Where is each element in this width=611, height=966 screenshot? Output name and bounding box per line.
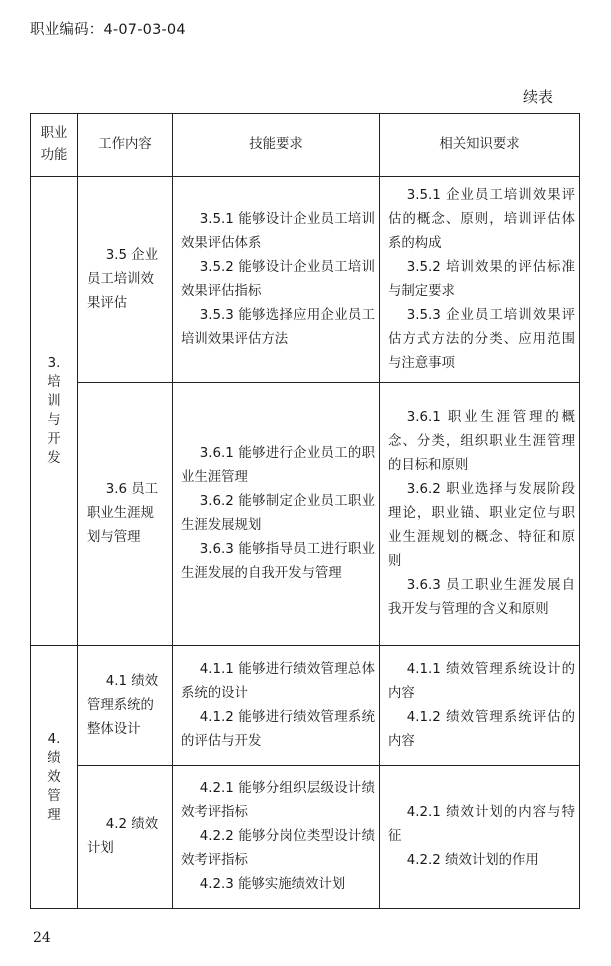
knowledge-item: 3.5.2 培训效果的评估标准与制定要求 — [388, 259, 575, 299]
function-char: 3. — [47, 356, 61, 371]
skills-cell — [173, 177, 380, 383]
continued-label: 续表 — [523, 88, 554, 106]
skill-item: 3.5.2 能够设计企业员工培训效果评估指标 — [181, 259, 375, 299]
table-header-row — [31, 114, 580, 177]
work-content-text: 4.1 绩效管理系统的整体设计 — [87, 673, 159, 737]
work-content-text: 3.5 企业员工培训效果评估 — [87, 247, 159, 311]
function-cell-training — [31, 177, 78, 646]
work-content-cell — [78, 177, 173, 383]
function-cell-performance — [31, 646, 78, 909]
skill-item: 3.5.1 能够设计企业员工培训效果评估体系 — [181, 211, 375, 251]
skill-item: 4.2.2 能够分岗位类型设计绩效考评指标 — [181, 829, 375, 868]
work-content-text: 4.2 绩效计划 — [87, 817, 159, 856]
table-row — [31, 177, 580, 383]
function-char: 与 — [47, 413, 61, 428]
knowledge-item: 4.1.2 绩效管理系统评估的内容 — [388, 709, 575, 749]
function-char: 绩 — [47, 750, 61, 766]
function-char: 训 — [47, 394, 61, 409]
table-row — [31, 383, 580, 646]
knowledge-item: 3.6.3 员工职业生涯发展自我开发与管理的含义和原则 — [388, 578, 575, 617]
knowledge-cell — [380, 646, 580, 766]
function-char: 效 — [47, 769, 61, 785]
page-number: 24 — [33, 930, 51, 946]
knowledge-item: 3.5.1 企业员工培训效果评估的概念、原则，培训评估体系的构成 — [388, 187, 575, 251]
table-row — [31, 766, 580, 909]
function-char: 发 — [47, 451, 61, 466]
knowledge-cell — [380, 177, 580, 383]
skills-cell — [173, 646, 380, 766]
skill-item: 3.6.3 能够指导员工进行职业生涯发展的自我开发与管理 — [181, 542, 375, 581]
function-char: 开 — [47, 432, 61, 447]
skill-item: 3.6.2 能够制定企业员工职业生涯发展规划 — [181, 494, 375, 533]
function-char: 理 — [47, 807, 61, 823]
knowledge-cell — [380, 383, 580, 646]
skill-item: 3.5.3 能够选择应用企业员工培训效果评估方法 — [181, 307, 375, 347]
function-char: 4. — [47, 731, 61, 747]
work-content-cell — [78, 766, 173, 909]
skill-item: 3.6.1 能够进行企业员工的职业生涯管理 — [181, 446, 375, 485]
header-knowledge: 相关知识要求 — [380, 114, 580, 177]
header-function-text: 职业 功能 — [40, 126, 68, 163]
function-char: 培 — [47, 375, 61, 390]
table-row — [31, 646, 580, 766]
header-content: 工作内容 — [78, 114, 173, 177]
skill-item: 4.1.1 能够进行绩效管理总体系统的设计 — [181, 661, 375, 701]
header-function — [31, 114, 78, 177]
knowledge-item: 4.2.1 绩效计划的内容与特征 — [388, 805, 575, 844]
knowledge-item: 3.6.1 职业生涯管理的概念、分类，组织职业生涯管理的目标和原则 — [388, 410, 575, 473]
knowledge-cell — [380, 766, 580, 909]
knowledge-item: 4.2.2 绩效计划的作用 — [406, 853, 539, 868]
skill-requirements-table — [30, 113, 580, 909]
knowledge-item: 3.6.2 职业选择与发展阶段理论，职业锚、职业定位与职业生涯规划的概念、特征和原则 — [388, 482, 575, 569]
function-char: 管 — [47, 788, 61, 804]
occupation-code: 职业编码：4-07-03-04 — [30, 22, 186, 38]
knowledge-item: 4.1.1 绩效管理系统设计的内容 — [388, 661, 575, 701]
knowledge-item: 3.5.3 企业员工培训效果评估方式方法的分类、应用范围与注意事项 — [388, 307, 575, 371]
skills-cell — [173, 766, 380, 909]
work-content-cell — [78, 383, 173, 646]
skill-item: 4.2.3 能够实施绩效计划 — [199, 877, 346, 892]
work-content-text: 3.6 员工职业生涯规划与管理 — [87, 482, 159, 545]
skills-cell — [173, 383, 380, 646]
work-content-cell — [78, 646, 173, 766]
skill-item: 4.1.2 能够进行绩效管理系统的评估与开发 — [181, 709, 375, 749]
skill-item: 4.2.1 能够分组织层级设计绩效考评指标 — [181, 781, 375, 820]
header-skills: 技能要求 — [173, 114, 380, 177]
